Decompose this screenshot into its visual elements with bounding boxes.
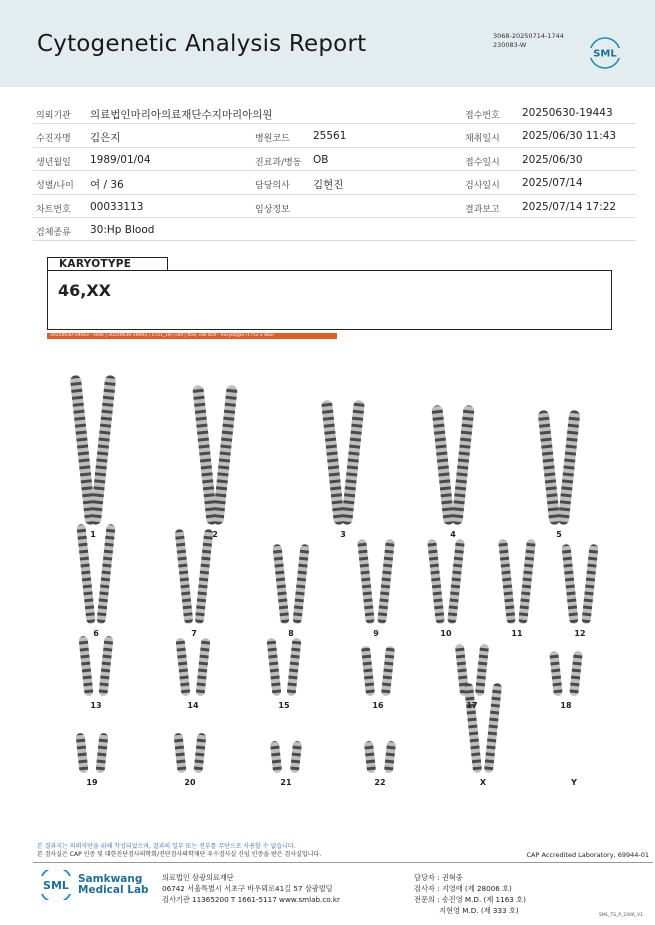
chromosome-label: 6 bbox=[93, 629, 99, 638]
chromosome-label: 1 bbox=[90, 530, 96, 539]
chromosome-6 bbox=[96, 524, 115, 624]
info-value: 30:Hp Blood bbox=[90, 223, 155, 236]
form-code: SML_TS_P_2406_V1 bbox=[599, 913, 643, 918]
info-value: 의료법인마리아의료재단수지마리아의원 bbox=[90, 109, 273, 121]
info-value: 김은지 bbox=[90, 132, 121, 145]
chromosome-8 bbox=[292, 544, 309, 625]
chromosome-label: 21 bbox=[280, 778, 292, 787]
patient-info-table bbox=[33, 101, 636, 241]
info-row bbox=[33, 148, 636, 171]
chromosome-13 bbox=[98, 636, 113, 697]
sml-logo-text: SML bbox=[593, 48, 617, 60]
chromosome-9 bbox=[357, 539, 375, 624]
chromosome-1 bbox=[90, 375, 117, 525]
chromosome-label: 14 bbox=[187, 701, 199, 710]
samkwang-logo-icon bbox=[36, 870, 76, 900]
info-label: 접수일시 bbox=[465, 157, 500, 168]
report-reference bbox=[493, 32, 564, 50]
chromosome-labels bbox=[86, 530, 585, 787]
chromosome-21 bbox=[270, 741, 282, 774]
chromosome-label: 5 bbox=[556, 530, 562, 539]
chromosome-label: 9 bbox=[373, 629, 379, 638]
chromosome-22 bbox=[384, 741, 396, 774]
lab-name bbox=[78, 874, 149, 896]
chromosome-14 bbox=[175, 638, 190, 697]
info-label: 담당의사 bbox=[255, 181, 290, 192]
chromosome-18 bbox=[549, 651, 563, 697]
info-value: 1989/01/04 bbox=[90, 153, 151, 166]
info-value: 2025/07/14 17:22 bbox=[522, 200, 617, 213]
info-label: 생년월일 bbox=[36, 157, 71, 168]
chromosome-3 bbox=[321, 400, 345, 525]
chromosome-20 bbox=[173, 733, 186, 774]
chromosome-label: 15 bbox=[278, 701, 290, 710]
lab-name-line-2: Medical Lab bbox=[78, 884, 149, 896]
info-row bbox=[33, 195, 636, 218]
info-value: 김현진 bbox=[313, 179, 344, 192]
legal-notice bbox=[37, 843, 321, 859]
address-line-1: 의료법인 삼광의료재단 bbox=[162, 873, 234, 882]
chromosome-label: 2 bbox=[212, 530, 218, 539]
chromosome-4 bbox=[431, 405, 454, 525]
chromosome-5 bbox=[538, 410, 561, 526]
chromosome-11 bbox=[518, 539, 536, 624]
chromosome-8 bbox=[272, 544, 289, 625]
chromosome-figures bbox=[70, 375, 599, 774]
lab-staff bbox=[414, 872, 526, 916]
staff-line-3: 전문의 : 송진영 M.D. (제 1163 호) bbox=[414, 895, 526, 904]
chromosome-13 bbox=[78, 636, 93, 697]
chromosome-20 bbox=[193, 733, 206, 774]
chromosome-17 bbox=[475, 644, 489, 697]
info-label: 의뢰기관 bbox=[36, 111, 71, 121]
info-label: 차트번호 bbox=[36, 204, 71, 215]
info-label: 검사일시 bbox=[465, 181, 500, 192]
chromosome-label: 16 bbox=[372, 701, 384, 710]
info-label: 성별/나이 bbox=[36, 181, 74, 192]
info-value: OB bbox=[313, 153, 329, 166]
karyotype-value: 46,XX bbox=[58, 281, 112, 300]
info-label: 진료과/병동 bbox=[255, 157, 302, 168]
staff-line-1: 담당자 : 권혁중 bbox=[414, 873, 463, 882]
chromosome-label: 13 bbox=[90, 701, 102, 710]
chromosome-label: 10 bbox=[440, 629, 452, 638]
info-row bbox=[33, 101, 636, 124]
address-line-3: 검사기관 11365200 T 1661-5117 www.smlab.co.kr bbox=[162, 895, 340, 904]
address-line-2: 06742 서울특별시 서초구 바우뫼로41길 57 삼광빌딩 bbox=[162, 884, 333, 893]
chromosome-label: 4 bbox=[450, 530, 456, 539]
karyotype-tab-label: KARYOTYPE bbox=[47, 257, 168, 271]
karyogram-image bbox=[40, 340, 620, 810]
chromosome-label: 17 bbox=[466, 701, 478, 710]
chromosome-10 bbox=[447, 539, 465, 624]
chromosome-label: Y bbox=[571, 778, 577, 787]
info-label: 수진자명 bbox=[36, 134, 71, 145]
info-label: 병원코드 bbox=[255, 134, 290, 145]
info-value: 00033113 bbox=[90, 200, 144, 213]
lab-address bbox=[162, 872, 340, 905]
reference-line-2: 230083-W bbox=[493, 41, 527, 49]
karyotype-result-box bbox=[47, 270, 612, 330]
chromosome-12 bbox=[561, 544, 578, 625]
cap-accreditation: CAP Accredited Laboratory, 69944-01 bbox=[526, 851, 649, 859]
chromosome-22 bbox=[364, 741, 376, 774]
chromosome-3 bbox=[341, 400, 365, 525]
report-title: Cytogenetic Analysis Report bbox=[37, 31, 367, 57]
chromosome-16 bbox=[381, 646, 395, 697]
info-label: 검체종류 bbox=[36, 227, 71, 238]
chromosome-11 bbox=[498, 539, 516, 624]
chromosome-16 bbox=[361, 646, 375, 697]
chromosome-X bbox=[464, 683, 482, 773]
chromosome-7 bbox=[195, 529, 214, 624]
chromosome-label: 3 bbox=[340, 530, 346, 539]
chromosome-label: 8 bbox=[288, 629, 294, 638]
info-value: 20250630-19443 bbox=[522, 107, 613, 119]
chromosome-7 bbox=[175, 529, 194, 624]
chromosome-2 bbox=[212, 385, 238, 525]
chromosome-9 bbox=[377, 539, 395, 624]
chromosome-label: 12 bbox=[574, 629, 586, 638]
notice-line-2: 본 검사실은 CAP 인증 및 대한진단검사의학회/진단검사의학재단 우수검사실 신임 인증을 받은 검사실입니다. bbox=[37, 851, 322, 858]
info-value: 2025/06/30 11:43 bbox=[522, 130, 617, 143]
footer-divider bbox=[33, 862, 653, 863]
chromosome-2 bbox=[192, 385, 218, 525]
chromosome-15 bbox=[286, 638, 301, 697]
image-caption-strip: 20250630-19443 - slide | 20250630-19443 | 1721_18 | cell | 459, cell 850 - Karyotype (1752 x 882) bbox=[47, 333, 337, 339]
info-row bbox=[33, 171, 636, 194]
chromosome-label: 19 bbox=[86, 778, 98, 787]
info-label: 채취일시 bbox=[465, 134, 500, 145]
info-label: 임상정보 bbox=[255, 204, 290, 215]
chromosome-10 bbox=[427, 539, 445, 624]
notice-line-1: 본 결과지는 의뢰자만을 위해 작성되었으며, 결과의 일부 또는 전부를 무단으로 사용할 수 없습니다. bbox=[37, 843, 296, 850]
chromosome-12 bbox=[581, 544, 598, 625]
info-value: 25561 bbox=[313, 130, 347, 143]
info-label: 결과보고 bbox=[465, 204, 500, 215]
chromosome-label: 11 bbox=[511, 629, 523, 638]
lab-name-line-1: Samkwang bbox=[78, 873, 143, 885]
reference-line-1: 3068-20250714-1744 bbox=[493, 32, 564, 40]
chromosome-15 bbox=[266, 638, 281, 697]
staff-line-4: 지현영 M.D. (제 333 호) bbox=[414, 906, 519, 915]
staff-line-2: 검사자 : 지영애 (제 28006 호) bbox=[414, 884, 512, 893]
chromosome-21 bbox=[290, 741, 302, 774]
chromosome-label: X bbox=[479, 778, 487, 787]
info-value: 2025/06/30 bbox=[522, 153, 583, 166]
chromosome-19 bbox=[75, 733, 88, 774]
chromosome-5 bbox=[558, 410, 581, 526]
chromosome-4 bbox=[451, 405, 474, 525]
chromosome-19 bbox=[95, 733, 108, 774]
sml-logo-icon bbox=[588, 36, 622, 70]
chromosome-14 bbox=[195, 638, 210, 697]
info-value: 여 / 36 bbox=[90, 179, 124, 192]
chromosome-18 bbox=[569, 651, 583, 697]
chromosome-label: 18 bbox=[560, 701, 572, 710]
chromosome-label: 22 bbox=[374, 778, 386, 787]
chromosome-label: 7 bbox=[191, 629, 197, 638]
info-row bbox=[33, 218, 636, 241]
chromosome-label: 20 bbox=[184, 778, 196, 787]
info-label: 접수번호 bbox=[465, 111, 500, 121]
chromosome-X bbox=[484, 683, 502, 773]
info-row bbox=[33, 124, 636, 147]
samkwang-logo-text: SML bbox=[43, 879, 69, 892]
info-value: 2025/07/14 bbox=[522, 177, 583, 190]
